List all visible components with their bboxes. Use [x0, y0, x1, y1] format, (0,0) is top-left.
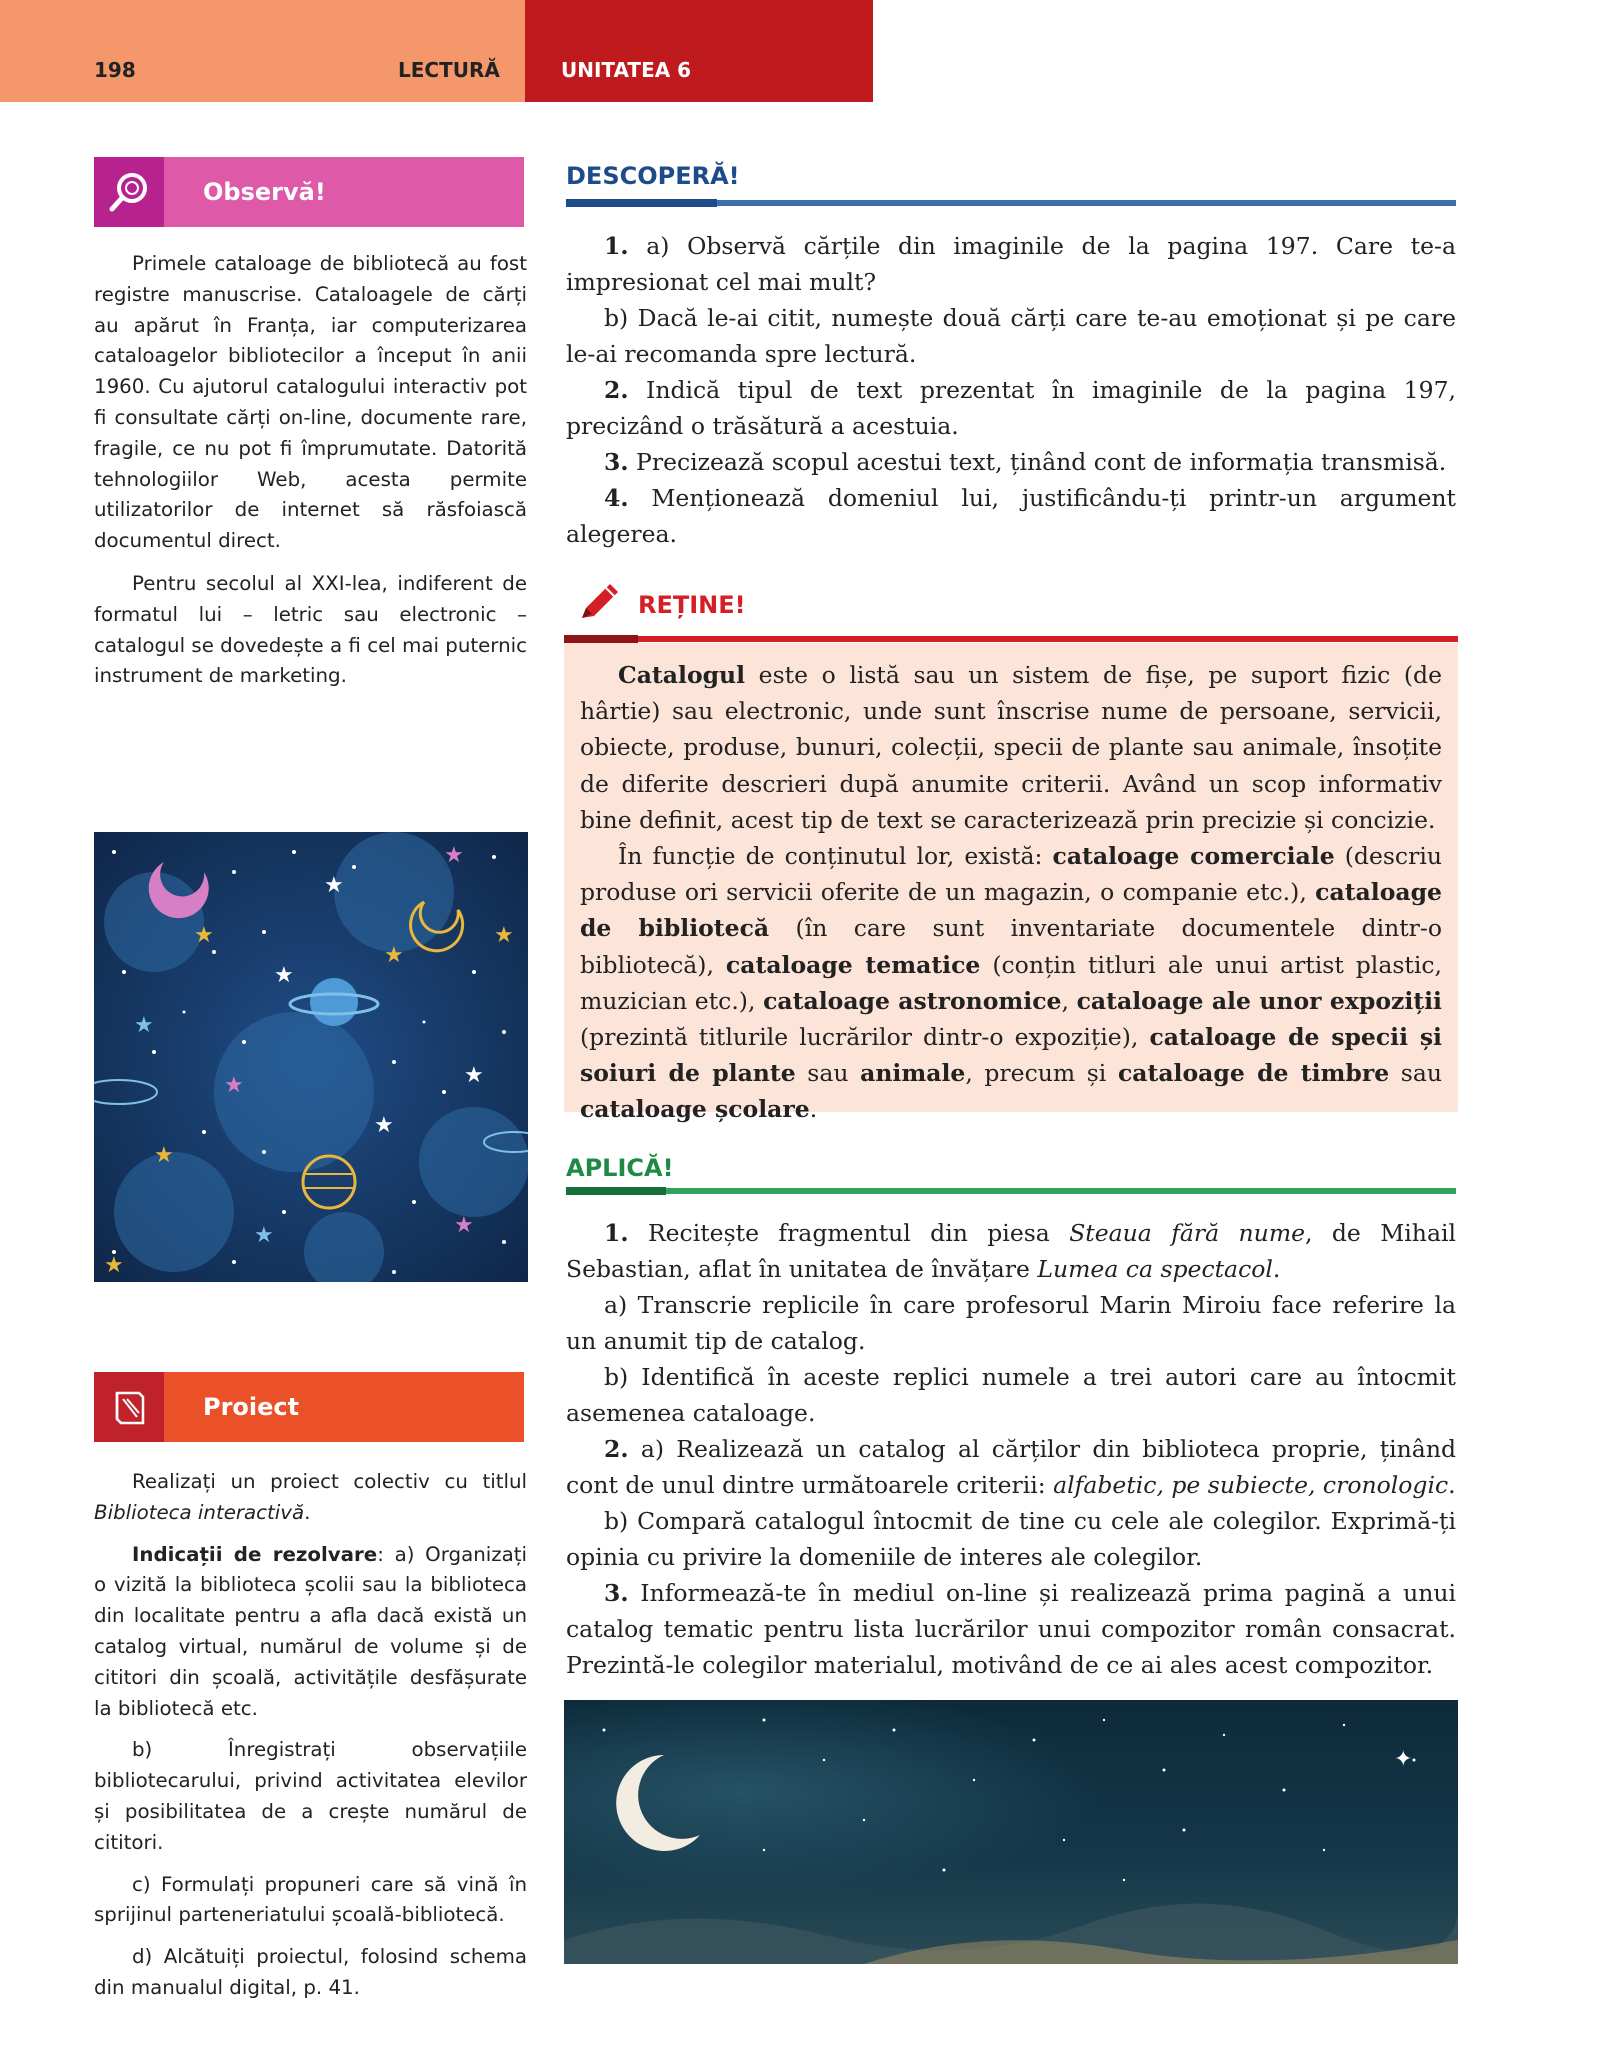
- aplica-rule-dark: [566, 1187, 666, 1195]
- unit-label: UNITATEA 6: [561, 58, 692, 82]
- svg-text:★: ★: [154, 1143, 174, 1168]
- aplica-title: APLICĂ!: [566, 1154, 674, 1182]
- descopera-q1a: 1. a) Observă cărțile din imaginile de la pagina 197. Care te-a impresionat cel mai mult?: [566, 232, 1456, 296]
- proiect-item-c: c) Formulați propuneri care să vină în sprijinul parteneriatului școală-bibliotecă.: [94, 1872, 527, 1927]
- descopera-q3: 3. Precizează scopul acestui text, ținând cont de informația transmisă.: [604, 448, 1447, 476]
- descopera-text: [566, 228, 1456, 552]
- svg-text:★: ★: [254, 1223, 274, 1248]
- aplica-rule: [666, 1188, 1456, 1194]
- descopera-rule-dark: [566, 199, 717, 207]
- proiect-indications: Indicații de rezolvare: a) Organizați o vizită la biblioteca școlii sau la biblioteca din localitate pentru a afla dacă există un catalog virtual, numărul de volume și de cititori din școală, activitățile desfășurate la bibliotecă etc.: [94, 1542, 528, 1720]
- svg-text:★: ★: [224, 1073, 244, 1098]
- night-sky-moon-photo: [564, 1700, 1458, 1964]
- header-band-right: [525, 0, 873, 102]
- aplica-q1a: a) Transcrie replicile în care profesorul Marin Miroiu face referire la un anumit tip de catalog.: [566, 1291, 1456, 1355]
- svg-text:★: ★: [494, 923, 514, 948]
- observa-paragraph-1: Primele cataloage de bibliotecă au fost registre manuscrise. Cataloagele de cărți au apărut în Franța, iar computerizarea cataloagelor bibliotecilor a început în anii 1960. Cu ajutorul catalogului interactiv pot fi consultate cărți on-line, documente rare, fragile, ce nu pot fi împrumutate. Datorită tehnologiilor Web, acesta permite utilizatorilor de internet să răsfoiască documentul direct.: [94, 252, 527, 553]
- book-icon: [94, 1372, 164, 1442]
- proiect-text: [94, 1467, 527, 2004]
- pencil-icon: [576, 580, 624, 628]
- starry-sky-illustration: [94, 832, 528, 1282]
- aplica-text: [566, 1215, 1456, 1683]
- svg-text:★: ★: [444, 843, 464, 868]
- proiect-header: [94, 1372, 524, 1442]
- proiect-intro: Realizați un proiect colectiv cu titlul Biblioteca interactivă.: [94, 1470, 527, 1524]
- aplica-q2: 2. a) Realizează un catalog al cărților din biblioteca proprie, ținând cont de unul dintre următoarele criterii: alfabetic, pe subiecte, cronologic.: [566, 1435, 1456, 1499]
- svg-text:★: ★: [104, 1253, 124, 1278]
- retine-title: REȚINE!: [638, 591, 746, 619]
- svg-text:★: ★: [134, 1013, 154, 1038]
- descopera-q4: 4. Menționează domeniul lui, justificându-ți printr-un argument alegerea.: [566, 484, 1456, 548]
- svg-text:★: ★: [274, 963, 294, 988]
- svg-text:★: ★: [374, 1113, 394, 1138]
- svg-text:★: ★: [324, 873, 344, 898]
- observa-paragraph-2: Pentru secolul al XXI-lea, indiferent de formatul lui – letric sau electronic – catalogul se dovedește a fi cel mai puternic instrument de marketing.: [94, 571, 527, 688]
- svg-text:★: ★: [194, 923, 214, 948]
- retine-paragraph-1: Catalogul este o listă sau un sistem de fișe, pe suport fizic (de hârtie) sau electronic, unde sunt înscrise nume de persoane, servicii, obiecte, produse, bunuri, colecții, specii de plante sau animale, însoțite de diferite descrieri după anumite criterii. Având un scop informativ bine definit, acest tip de text se caracterizează prin precizie și concizie.: [580, 661, 1442, 834]
- aplica-q1b: b) Identifică în aceste replici numele a trei autori care au întocmit asemenea cataloage.: [566, 1363, 1456, 1427]
- observa-text: [94, 249, 527, 692]
- observa-header: [94, 157, 524, 227]
- aplica-q2b: b) Compară catalogul întocmit de tine cu cele ale colegilor. Exprimă-ți opinia cu privire la domeniile de interes ale colegilor.: [566, 1507, 1456, 1571]
- retine-rule: [638, 636, 1458, 642]
- svg-text:★: ★: [454, 1213, 474, 1238]
- descopera-q1b: b) Dacă le-ai citit, numește două cărți care te-au emoționat și pe care le-ai recomanda spre lectură.: [566, 304, 1456, 368]
- aplica-q3: 3. Informează-te în mediul on-line și realizează prima pagină a unui catalog tematic pentru lista lucrărilor unui compozitor român consacrat. Prezintă-le colegilor materialul, motivând de ce ai ales acest compozitor.: [566, 1579, 1456, 1679]
- descopera-q2: 2. Indică tipul de text prezentat în imaginile de la pagina 197, precizând o trăsătură a acestuia.: [566, 376, 1456, 440]
- descopera-title: DESCOPERĂ!: [566, 162, 740, 190]
- observa-title: Observă!: [203, 178, 326, 206]
- magnifier-icon: [94, 157, 164, 227]
- proiect-item-d: d) Alcătuiți proiectul, folosind schema din manualul digital, p. 41.: [94, 1945, 527, 1999]
- retine-text: [580, 657, 1442, 1128]
- svg-text:★: ★: [384, 943, 404, 968]
- aplica-q1: 1. Recitește fragmentul din piesa Steaua fără nume, de Mihail Sebastian, aflat în unitatea de învățare Lumea ca spectacol.: [566, 1219, 1456, 1283]
- page-number: 198: [94, 58, 136, 82]
- section-label: LECTURĂ: [398, 58, 500, 82]
- retine-paragraph-2: În funcție de conținutul lor, există: cataloage comerciale (descriu produse ori servicii oferite de un magazin, o companie etc.), cataloage de bibliotecă (în care sunt inventariate documentele dintr-o bibliotecă), cataloage tematice (conțin titluri ale unui artist plastic, muzician etc.), cataloage astronomice, cataloage ale unor expoziții (prezintă titlurile lucrărilor dintr-o expoziție), cataloage de specii și soiuri de plante sau animale, precum și cataloage de timbre sau cataloage școlare.: [580, 842, 1442, 1124]
- retine-rule-dark: [564, 635, 638, 643]
- descopera-rule: [717, 200, 1456, 206]
- svg-text:✦: ✦: [1394, 1747, 1413, 1772]
- proiect-item-b: b) Înregistrați observațiile bibliotecarului, privind activitatea elevilor și posibilitatea de a crește numărul de cititori.: [94, 1738, 527, 1854]
- proiect-title: Proiect: [203, 1393, 300, 1421]
- svg-text:★: ★: [464, 1063, 484, 1088]
- header-band-left: [0, 0, 525, 102]
